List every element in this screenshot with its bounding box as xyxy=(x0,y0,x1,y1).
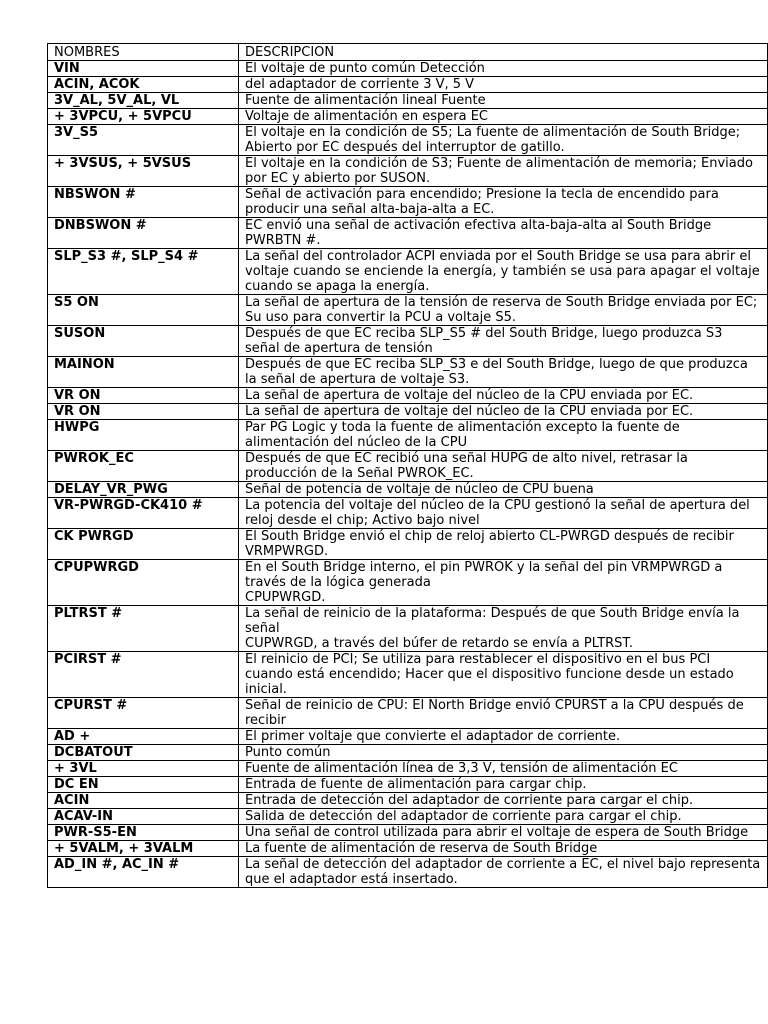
table-row xyxy=(48,498,768,529)
header-description: DESCRIPCION xyxy=(239,44,768,61)
signal-name-cell: DCBATOUT xyxy=(48,745,239,761)
signal-name-cell: PCIRST # xyxy=(48,652,239,698)
signal-name-cell: + 5VALM, + 3VALM xyxy=(48,841,239,857)
table-row xyxy=(48,529,768,560)
signal-description-cell: En el South Bridge interno, el pin PWROK y la señal del pin VRMPWRGD a través de la lógica generada CPUPWRGD. xyxy=(239,560,768,606)
signal-description-cell: La fuente de alimentación de reserva de South Bridge xyxy=(239,841,768,857)
signal-name-cell: DELAY_VR_PWG xyxy=(48,482,239,498)
signal-description-cell: El voltaje en la condición de S3; Fuente de alimentación de memoria; Enviado por EC y abierto por SUSON. xyxy=(239,156,768,187)
table-row xyxy=(48,809,768,825)
signal-name-cell: 3V_AL, 5V_AL, VL xyxy=(48,93,239,109)
table-row xyxy=(48,793,768,809)
signal-description-cell: El South Bridge envió el chip de reloj abierto CL-PWRGD después de recibir VRMPWRGD. xyxy=(239,529,768,560)
signal-description-cell: El voltaje en la condición de S5; La fuente de alimentación de South Bridge; Abierto por EC después del interruptor de gatillo. xyxy=(239,125,768,156)
signal-name-cell: PWROK_EC xyxy=(48,451,239,482)
signal-name-cell: + 3VL xyxy=(48,761,239,777)
signal-description-cell: Señal de potencia de voltaje de núcleo de CPU buena xyxy=(239,482,768,498)
signal-description-cell: Entrada de detección del adaptador de corriente para cargar el chip. xyxy=(239,793,768,809)
signal-description-cell: Después de que EC reciba SLP_S5 # del South Bridge, luego produzca S3 señal de apertura de tensión xyxy=(239,326,768,357)
table-row xyxy=(48,249,768,295)
signal-name-cell: PLTRST # xyxy=(48,606,239,652)
signal-name-cell: VR-PWRGD-CK410 # xyxy=(48,498,239,529)
table-row xyxy=(48,745,768,761)
signal-name-cell: AD + xyxy=(48,729,239,745)
document-page xyxy=(47,43,767,888)
table-row xyxy=(48,560,768,606)
signal-description-cell: del adaptador de corriente 3 V, 5 V xyxy=(239,77,768,93)
signal-description-cell: Fuente de alimentación lineal Fuente xyxy=(239,93,768,109)
signal-description-cell: Fuente de alimentación línea de 3,3 V, tensión de alimentación EC xyxy=(239,761,768,777)
signal-name-cell: SUSON xyxy=(48,326,239,357)
signal-description-cell: Par PG Logic y toda la fuente de alimentación excepto la fuente de alimentación del núcleo de la CPU xyxy=(239,420,768,451)
signal-name-cell: HWPG xyxy=(48,420,239,451)
signal-description-cell: Una señal de control utilizada para abrir el voltaje de espera de South Bridge xyxy=(239,825,768,841)
table-header-row xyxy=(48,44,768,61)
table-row xyxy=(48,93,768,109)
table-row xyxy=(48,156,768,187)
signal-description-cell: La señal de apertura de voltaje del núcleo de la CPU enviada por EC. xyxy=(239,388,768,404)
signal-description-cell: La señal del controlador ACPI enviada por el South Bridge se usa para abrir el voltaje cuando se enciende la energía, y también se usa para apagar el voltaje cuando se apaga la energía. xyxy=(239,249,768,295)
signal-description-cell: Salida de detección del adaptador de corriente para cargar el chip. xyxy=(239,809,768,825)
table-row xyxy=(48,652,768,698)
signal-name-cell: VIN xyxy=(48,61,239,77)
table-row xyxy=(48,187,768,218)
signal-name-cell: CPURST # xyxy=(48,698,239,729)
signal-table xyxy=(47,43,768,888)
table-row xyxy=(48,698,768,729)
table-row xyxy=(48,295,768,326)
table-row xyxy=(48,825,768,841)
table-body xyxy=(48,61,768,888)
signal-name-cell: S5 ON xyxy=(48,295,239,326)
signal-description-cell: Entrada de fuente de alimentación para cargar chip. xyxy=(239,777,768,793)
signal-description-cell: La potencia del voltaje del núcleo de la CPU gestionó la señal de apertura del reloj desde el chip; Activo bajo nivel xyxy=(239,498,768,529)
table-row xyxy=(48,482,768,498)
signal-description-cell: El reinicio de PCI; Se utiliza para restablecer el dispositivo en el bus PCI cuando está encendido; Hacer que el dispositivo funcione desde un estado inicial. xyxy=(239,652,768,698)
signal-name-cell: + 3VPCU, + 5VPCU xyxy=(48,109,239,125)
table-row xyxy=(48,606,768,652)
table-row xyxy=(48,357,768,388)
signal-name-cell: SLP_S3 #, SLP_S4 # xyxy=(48,249,239,295)
signal-name-cell: MAINON xyxy=(48,357,239,388)
table-row xyxy=(48,451,768,482)
signal-name-cell: ACIN, ACOK xyxy=(48,77,239,93)
table-row xyxy=(48,857,768,888)
signal-description-cell: Voltaje de alimentación en espera EC xyxy=(239,109,768,125)
table-row xyxy=(48,761,768,777)
table-row xyxy=(48,218,768,249)
signal-description-cell: EC envió una señal de activación efectiva alta-baja-alta al South Bridge PWRBTN #. xyxy=(239,218,768,249)
signal-name-cell: NBSWON # xyxy=(48,187,239,218)
signal-description-cell: Señal de reinicio de CPU: El North Bridge envió CPURST a la CPU después de recibir xyxy=(239,698,768,729)
signal-name-cell: 3V_S5 xyxy=(48,125,239,156)
header-names: NOMBRES xyxy=(48,44,239,61)
table-row xyxy=(48,388,768,404)
signal-description-cell: El voltaje de punto común Detección xyxy=(239,61,768,77)
signal-description-cell: Después de que EC reciba SLP_S3 e del South Bridge, luego de que produzca la señal de apertura de voltaje S3. xyxy=(239,357,768,388)
signal-name-cell: AD_IN #, AC_IN # xyxy=(48,857,239,888)
signal-description-cell: La señal de apertura de la tensión de reserva de South Bridge enviada por EC; Su uso para convertir la PCU a voltaje S5. xyxy=(239,295,768,326)
signal-description-cell: La señal de detección del adaptador de corriente a EC, el nivel bajo representa que el adaptador está insertado. xyxy=(239,857,768,888)
signal-description-cell: Después de que EC recibió una señal HUPG de alto nivel, retrasar la producción de la Señal PWROK_EC. xyxy=(239,451,768,482)
signal-description-cell: La señal de reinicio de la plataforma: Después de que South Bridge envía la señal CUPWRGD, a través del búfer de retardo se envía a PLTRST. xyxy=(239,606,768,652)
signal-description-cell: El primer voltaje que convierte el adaptador de corriente. xyxy=(239,729,768,745)
signal-description-cell: Señal de activación para encendido; Presione la tecla de encendido para producir una señal alta-baja-alta a EC. xyxy=(239,187,768,218)
signal-name-cell: CK PWRGD xyxy=(48,529,239,560)
table-row xyxy=(48,841,768,857)
table-row xyxy=(48,109,768,125)
signal-name-cell: ACAV-IN xyxy=(48,809,239,825)
signal-name-cell: ACIN xyxy=(48,793,239,809)
signal-name-cell: VR ON xyxy=(48,404,239,420)
signal-name-cell: DC EN xyxy=(48,777,239,793)
table-row xyxy=(48,729,768,745)
table-row xyxy=(48,125,768,156)
signal-name-cell: PWR-S5-EN xyxy=(48,825,239,841)
signal-description-cell: Punto común xyxy=(239,745,768,761)
table-row xyxy=(48,77,768,93)
table-row xyxy=(48,420,768,451)
signal-name-cell: + 3VSUS, + 5VSUS xyxy=(48,156,239,187)
table-row xyxy=(48,777,768,793)
signal-description-cell: La señal de apertura de voltaje del núcleo de la CPU enviada por EC. xyxy=(239,404,768,420)
signal-name-cell: VR ON xyxy=(48,388,239,404)
table-row xyxy=(48,61,768,77)
signal-name-cell: CPUPWRGD xyxy=(48,560,239,606)
signal-name-cell: DNBSWON # xyxy=(48,218,239,249)
table-row xyxy=(48,326,768,357)
table-row xyxy=(48,404,768,420)
